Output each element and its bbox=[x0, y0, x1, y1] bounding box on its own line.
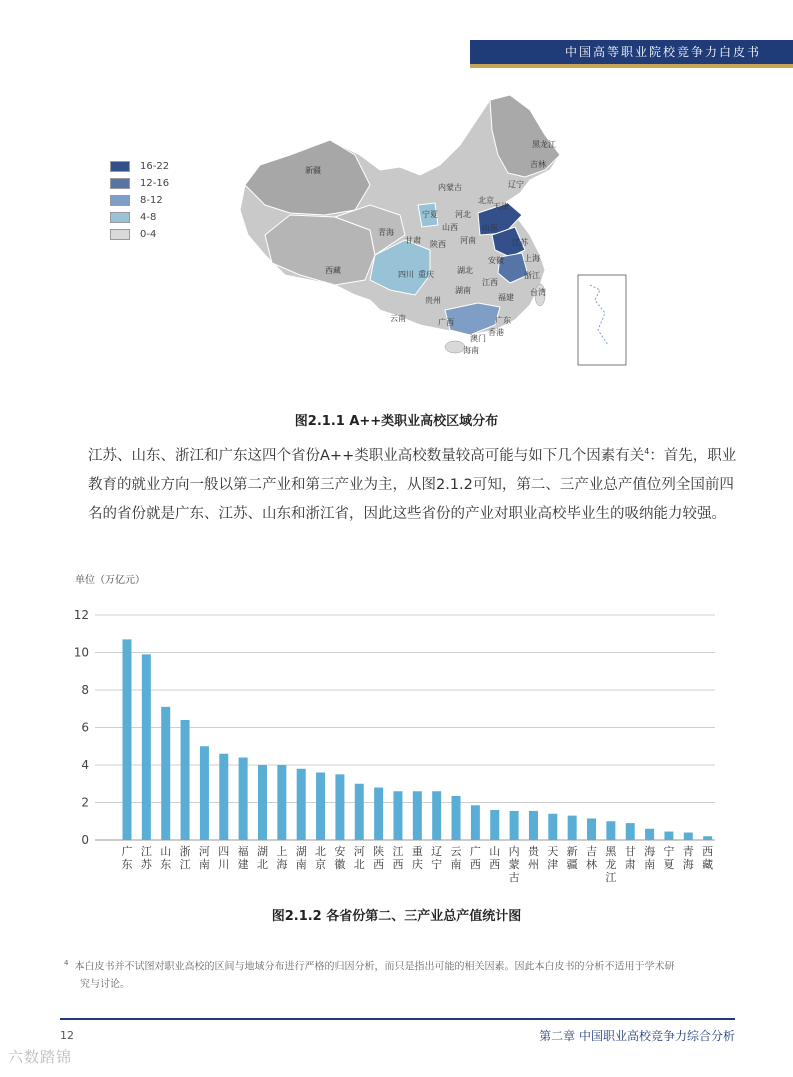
x-tick-label: 江 bbox=[179, 858, 191, 871]
map-label: 吉林 bbox=[530, 160, 546, 169]
x-tick-label: 西 bbox=[373, 858, 385, 871]
map-label: 澳门 bbox=[470, 334, 486, 343]
x-tick-label: 南 bbox=[450, 858, 462, 871]
legend-swatch bbox=[110, 212, 130, 223]
legend-swatch bbox=[110, 178, 130, 189]
map-label: 内蒙古 bbox=[438, 183, 462, 192]
x-tick-label: 北 bbox=[256, 858, 268, 871]
map-region-hainan bbox=[445, 341, 465, 353]
bar bbox=[316, 773, 325, 841]
bar bbox=[664, 832, 673, 840]
x-tick-label: 广 bbox=[121, 845, 133, 858]
bar bbox=[684, 833, 693, 841]
x-tick-label: 浙 bbox=[179, 845, 191, 858]
map-label: 山西 bbox=[442, 223, 458, 232]
x-tick-label: 西 bbox=[392, 858, 404, 871]
x-tick-label: 宁 bbox=[663, 845, 675, 858]
y-tick-label: 6 bbox=[81, 720, 89, 735]
legend-item bbox=[110, 209, 169, 226]
map-label: 辽宁 bbox=[508, 180, 524, 189]
bar bbox=[413, 791, 422, 840]
bar bbox=[161, 707, 170, 840]
x-tick-label: 南 bbox=[295, 858, 307, 871]
map-label: 浙江 bbox=[524, 271, 540, 280]
map-label: 湖南 bbox=[455, 286, 471, 295]
legend-swatch bbox=[110, 229, 130, 240]
x-tick-label: 宁 bbox=[431, 858, 443, 871]
x-tick-label: 黑 bbox=[605, 845, 617, 858]
x-tick-label: 古 bbox=[508, 871, 520, 884]
x-tick-label: 建 bbox=[237, 858, 249, 871]
bar-chart bbox=[0, 565, 793, 895]
bar bbox=[258, 765, 267, 840]
bar-chart-svg bbox=[0, 565, 793, 895]
bar bbox=[297, 769, 306, 840]
x-tick-label: 福 bbox=[237, 845, 249, 858]
china-map-svg bbox=[100, 85, 680, 385]
map-label: 贵州 bbox=[425, 296, 441, 305]
x-tick-label: 东 bbox=[160, 858, 172, 871]
x-tick-label: 江 bbox=[140, 845, 152, 858]
x-tick-label: 海 bbox=[644, 845, 656, 858]
bar bbox=[568, 816, 577, 840]
watermark: 六数踏锦 bbox=[8, 1048, 73, 1066]
map-label: 北京 bbox=[478, 196, 494, 205]
x-tick-label: 南 bbox=[198, 858, 210, 871]
legend-label: 4-8 bbox=[140, 212, 157, 223]
x-tick-label: 湖 bbox=[295, 845, 307, 858]
map-label: 江西 bbox=[482, 278, 498, 287]
page-number: 12 bbox=[60, 1029, 74, 1042]
y-tick-label: 0 bbox=[81, 833, 89, 847]
bar bbox=[123, 639, 132, 840]
x-tick-label: 陕 bbox=[373, 845, 385, 858]
bar bbox=[490, 810, 499, 840]
map-label: 重庆 bbox=[418, 270, 434, 279]
bar bbox=[432, 791, 441, 840]
legend-label: 0-4 bbox=[140, 229, 157, 240]
x-tick-label: 庆 bbox=[411, 858, 423, 871]
x-tick-label: 北 bbox=[315, 845, 327, 858]
x-tick-label: 海 bbox=[276, 858, 288, 871]
paragraph-text-before: 江苏、山东、浙江和广东这四个省份A++类职业高校数量较高可能与如下几个因素有关 bbox=[88, 447, 645, 464]
x-tick-label: 新 bbox=[566, 845, 578, 858]
map-label: 陕西 bbox=[430, 240, 446, 249]
legend-swatch bbox=[110, 161, 130, 172]
bar bbox=[703, 836, 712, 840]
y-unit-label: 单位（万亿元） bbox=[75, 575, 145, 586]
map-label: 云南 bbox=[390, 314, 406, 323]
map-label: 江苏 bbox=[512, 238, 528, 247]
legend-item bbox=[110, 226, 169, 243]
x-tick-label: 上 bbox=[276, 845, 288, 858]
china-map bbox=[100, 85, 680, 385]
bar bbox=[200, 746, 209, 840]
bar bbox=[587, 818, 596, 840]
x-tick-label: 州 bbox=[527, 858, 539, 871]
map-label: 甘肃 bbox=[405, 236, 421, 245]
map-label: 广西 bbox=[438, 318, 454, 327]
header-title: 中国高等职业院校竞争力白皮书 bbox=[564, 45, 761, 59]
x-tick-label: 甘 bbox=[624, 845, 636, 858]
bar bbox=[393, 791, 402, 840]
x-tick-label: 河 bbox=[353, 845, 365, 858]
bar bbox=[510, 811, 519, 840]
bar bbox=[606, 821, 615, 840]
map-legend bbox=[110, 158, 169, 243]
map-label: 河北 bbox=[455, 210, 471, 219]
legend-label: 8-12 bbox=[140, 195, 163, 206]
map-label: 广东 bbox=[495, 316, 511, 325]
x-tick-label: 苏 bbox=[140, 858, 152, 871]
map-label: 宁夏 bbox=[422, 210, 438, 219]
x-tick-label: 山 bbox=[160, 845, 172, 858]
x-tick-label: 西 bbox=[702, 845, 714, 858]
x-tick-label: 内 bbox=[508, 845, 520, 858]
legend-label: 12-16 bbox=[140, 178, 170, 189]
body-paragraph bbox=[88, 437, 738, 529]
x-tick-label: 北 bbox=[353, 858, 365, 871]
x-tick-label: 海 bbox=[682, 858, 694, 871]
x-tick-label: 青 bbox=[682, 845, 694, 858]
bar bbox=[529, 811, 538, 840]
bar bbox=[626, 823, 635, 840]
map-caption: 图2.1.1 A++类职业高校区域分布 bbox=[294, 414, 499, 429]
map-label: 上海 bbox=[524, 254, 540, 263]
x-tick-label: 河 bbox=[198, 845, 210, 858]
footer-rule bbox=[60, 1018, 735, 1020]
footnote bbox=[64, 954, 744, 994]
x-tick-label: 蒙 bbox=[508, 858, 520, 871]
x-tick-label: 川 bbox=[218, 858, 230, 871]
map-label: 西藏 bbox=[325, 266, 341, 275]
legend-label: 16-22 bbox=[140, 161, 170, 172]
map-label: 香港 bbox=[488, 328, 504, 337]
x-tick-label: 肃 bbox=[624, 858, 636, 871]
map-inset-scs bbox=[578, 275, 626, 365]
x-tick-label: 西 bbox=[489, 858, 501, 871]
x-tick-label: 广 bbox=[469, 845, 481, 858]
chart-caption: 图2.1.2 各省份第二、三产业总产值统计图 bbox=[271, 909, 522, 924]
bar bbox=[452, 796, 461, 840]
y-tick-label: 10 bbox=[73, 645, 89, 660]
bar bbox=[548, 814, 557, 840]
bar bbox=[355, 784, 364, 840]
y-tick-label: 2 bbox=[81, 795, 89, 810]
map-label: 台湾 bbox=[530, 288, 546, 297]
map-label: 福建 bbox=[498, 293, 514, 302]
map-label: 青海 bbox=[378, 228, 394, 237]
x-tick-label: 辽 bbox=[431, 845, 443, 858]
map-label: 河南 bbox=[460, 236, 476, 245]
x-tick-label: 贵 bbox=[527, 845, 539, 858]
bar bbox=[219, 754, 228, 840]
map-label: 黑龙江 bbox=[532, 140, 556, 149]
x-tick-label: 东 bbox=[121, 858, 133, 871]
footnote-ref: 4 bbox=[644, 447, 650, 456]
x-tick-label: 夏 bbox=[663, 858, 675, 871]
map-label: 安徽 bbox=[488, 256, 504, 265]
x-tick-label: 云 bbox=[450, 845, 462, 858]
chapter-title: 第二章 中国职业高校竞争力综合分析 bbox=[539, 1029, 735, 1043]
map-label: 山东 bbox=[482, 223, 498, 232]
y-tick-label: 8 bbox=[81, 683, 89, 697]
bar bbox=[277, 765, 286, 840]
x-tick-label: 重 bbox=[411, 845, 423, 858]
footnote-text-line1: 本白皮书并不试图对职业高校的区间与地域分布进行严格的归因分析，而只是指出可能的相关因素。因此本白皮书的分析不适用于学术研 bbox=[74, 961, 675, 973]
x-tick-label: 山 bbox=[489, 845, 501, 858]
x-tick-label: 江 bbox=[605, 871, 617, 884]
legend-item bbox=[110, 158, 169, 175]
x-tick-label: 林 bbox=[586, 858, 598, 871]
legend-item bbox=[110, 175, 169, 192]
map-label: 新疆 bbox=[305, 166, 321, 175]
y-tick-label: 4 bbox=[81, 758, 89, 772]
y-tick-label: 12 bbox=[73, 608, 89, 622]
x-tick-label: 四 bbox=[218, 845, 230, 858]
bar bbox=[335, 774, 344, 840]
bar bbox=[181, 720, 190, 840]
footnote-number: 4 bbox=[64, 959, 69, 967]
x-tick-label: 津 bbox=[547, 858, 559, 871]
map-label: 湖北 bbox=[457, 266, 473, 275]
paragraph-text-after: ：首先，职业教育的就业方向一般以第二产业和第三产业为主，从图2.1.2可知，第二、三产业总产值位列全国前四名的省份就是广东、江苏、山东和浙江省，因此这些省份的产业对职业高校毕业生的吸纳能力较强。 bbox=[88, 447, 737, 522]
x-tick-label: 西 bbox=[469, 858, 481, 871]
map-label: 天津 bbox=[493, 202, 509, 211]
x-tick-label: 藏 bbox=[702, 858, 714, 871]
bar bbox=[471, 805, 480, 840]
map-label: 四川 bbox=[398, 270, 414, 279]
x-tick-label: 南 bbox=[644, 858, 656, 871]
x-tick-label: 疆 bbox=[566, 858, 578, 871]
legend-swatch bbox=[110, 195, 130, 206]
header-gold-rule bbox=[470, 64, 793, 68]
bar bbox=[239, 758, 248, 841]
x-tick-label: 吉 bbox=[586, 845, 598, 858]
legend-item bbox=[110, 192, 169, 209]
x-tick-label: 江 bbox=[392, 845, 404, 858]
map-label: 海南 bbox=[463, 346, 479, 355]
x-tick-label: 徽 bbox=[334, 858, 346, 871]
bar bbox=[374, 788, 383, 841]
x-tick-label: 龙 bbox=[605, 858, 617, 871]
x-tick-label: 安 bbox=[334, 845, 346, 858]
bar bbox=[142, 654, 151, 840]
x-tick-label: 湖 bbox=[256, 845, 268, 858]
x-tick-label: 京 bbox=[315, 858, 327, 871]
footnote-text-line2: 究与讨论。 bbox=[80, 979, 130, 991]
x-tick-label: 天 bbox=[547, 845, 559, 858]
bar bbox=[645, 829, 654, 840]
